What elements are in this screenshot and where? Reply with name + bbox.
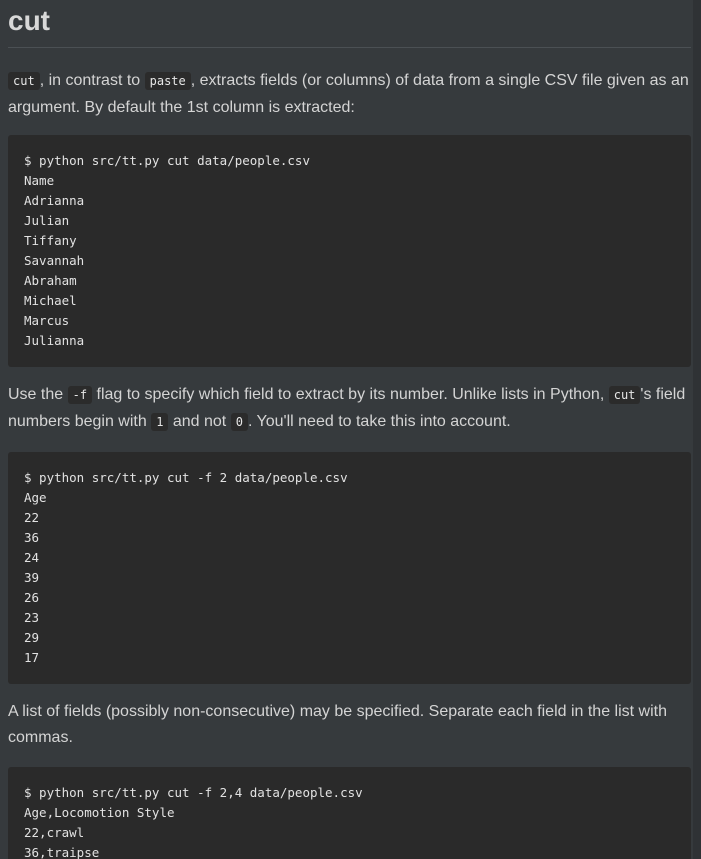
inline-code-zero: 0 [231, 413, 248, 431]
code-line: $ python src/tt.py cut data/people.csv [24, 153, 310, 168]
intro-paragraph [8, 68, 691, 120]
inline-code-paste: paste [145, 72, 191, 90]
inline-code-cut: cut [8, 72, 40, 90]
code-line: Tiffany [24, 233, 77, 248]
code-line: Abraham [24, 273, 77, 288]
code-line: 29 [24, 630, 40, 645]
document-content [8, 0, 691, 859]
code-line: Age,Locomotion Style [24, 805, 175, 820]
para2-text-2: flag to specify which field to extract by its number. Unlike lists in Python, [92, 386, 609, 403]
field-flag-paragraph [8, 382, 691, 435]
inline-code-cut: cut [609, 386, 641, 404]
code-block-field-list [8, 767, 691, 859]
code-line: 23 [24, 610, 40, 625]
para2-text-4: and not [168, 412, 231, 430]
page-edge [693, 0, 701, 859]
section-heading: cut [8, 0, 691, 48]
code-line: Adrianna [24, 193, 85, 208]
code-line: 22 [24, 510, 40, 525]
inline-code-f-flag: -f [68, 386, 92, 404]
field-list-paragraph: A list of fields (possibly non-consecutive) may be specified. Separate each field in the list with commas. [8, 703, 667, 746]
code-line: $ python src/tt.py cut -f 2,4 data/people.csv [24, 785, 363, 800]
code-line: 36,traipse [24, 845, 100, 859]
intro-text-1: , in contrast to [39, 72, 145, 89]
code-block-default [8, 135, 691, 367]
code-line: Name [24, 173, 55, 188]
code-line: Savannah [24, 253, 85, 268]
inline-code-one: 1 [151, 413, 168, 431]
code-block-field-2 [8, 452, 691, 684]
code-line: Age [24, 490, 47, 505]
code-line: $ python src/tt.py cut -f 2 data/people.csv [24, 470, 348, 485]
code-line: 24 [24, 550, 40, 565]
code-line: 39 [24, 570, 40, 585]
code-line: 22,crawl [24, 825, 85, 840]
para2-text-5: . You'll need to take this into account. [247, 412, 511, 430]
code-line: Julian [24, 213, 70, 228]
para2-text-1: Use the [8, 386, 68, 403]
para2-text-3: 's field numbers begin with [8, 386, 686, 430]
intro-text-2: , extracts fields (or columns) of data from a single CSV file given as an argument. By default the 1st column is extracted: [8, 72, 689, 116]
code-line: Julianna [24, 333, 85, 348]
code-line: Marcus [24, 313, 70, 328]
code-line: 26 [24, 590, 40, 605]
code-line: 36 [24, 530, 40, 545]
code-line: Michael [24, 293, 77, 308]
code-line: 17 [24, 650, 40, 665]
